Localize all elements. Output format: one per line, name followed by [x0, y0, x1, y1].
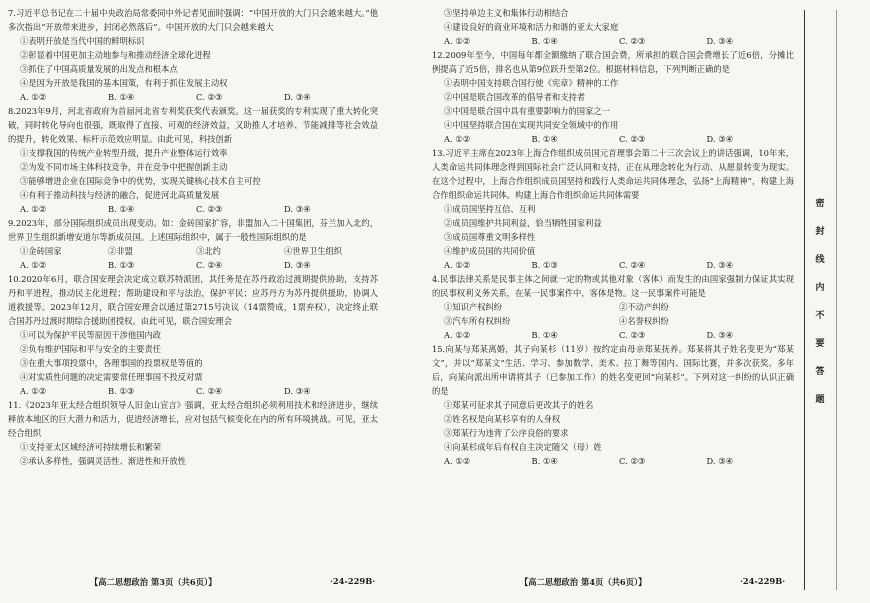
right-page-footer: [520, 576, 646, 588]
choice-a: A. ①②: [20, 386, 47, 396]
choice-b: B. ①③: [108, 386, 135, 396]
choice-c: C. ②③: [196, 92, 223, 102]
option: ④有利于推动科技与经济的融合，促进河北高质量发展: [20, 190, 220, 200]
option: ④维护成员国的共同价值: [444, 246, 536, 256]
choice-c: C. ②③: [619, 456, 646, 466]
choice-b: B. ①④: [531, 36, 558, 46]
choice-c: C. ②③: [196, 204, 223, 214]
choice-b: B. ①③: [531, 260, 558, 270]
choice-a: A. ①②: [444, 456, 471, 466]
question-stem: 4.民事法律关系是民事主体之间就一定的物或其他对象（客体）而发生的由国家强制力保证其实现的民事权利义务关系，在某一民事案件中，客体是物。这一民事案件可能是: [432, 274, 794, 298]
option: ④是因为开放是我国的基本国策，有利于抓住发展主动权: [20, 78, 228, 88]
option: ③坚持单边主义和集体行动相结合: [444, 8, 569, 18]
question-stem: 13.习近平主席在2023年上海合作组织成员国元首理事会第二十三次会议上的讲话强调，10年来，人类命运共同体理念得到国际社会广泛认同和支持，正在从理念转化为行动、从愿景转变为现实。在这个过程中，上海合作组织成员国坚持和践行人类命运共同体理念，弘扬“上海精神”，构建上海合作组织命运共同体。构建上海合作组织命运共同体需要: [432, 148, 794, 200]
option: ③抓住了中国高质量发展的出发点和根本点: [20, 64, 178, 74]
option-pair: [432, 300, 794, 314]
option: ②承认多样性，强调灵活性、渐进性和开放性: [20, 456, 186, 466]
option: ②为发不同市场主体科技竞争，并在竞争中把握创新主动: [20, 162, 228, 172]
choice-d: D. ③④: [284, 92, 311, 102]
question-stem: 9.2023年，部分国际组织成员出现变动。如：金砖国家扩容，非盟加入二十国集团，芬兰加入北约，世界卫生组织新增安道尔等新成员国。上述国际组织中，属于一般性国际组织的是: [8, 218, 378, 242]
question-12: [432, 48, 794, 146]
choice-b: B. ①④: [108, 204, 135, 214]
seal-char: 题: [815, 395, 825, 405]
answer-choices: [8, 384, 378, 398]
choice-d: D. ③④: [284, 260, 311, 270]
seal-char: 不: [815, 311, 825, 321]
question-stem: 11.《2023年亚太经合组织领导人旧金山宣言》强调，亚太经合组织必须利用技术和经济进步，继续释放本地区的巨大潜力和活力，促进经济增长，应对包括气候变化在内的所有环境挑战。可见，亚太经合组织: [8, 400, 378, 438]
seal-line-band: [800, 0, 870, 603]
page-label: 【高二思想政治 第4页（共6页）】: [520, 577, 647, 587]
answer-choices: [8, 258, 378, 272]
seal-line: [804, 10, 805, 590]
seal-char: 线: [815, 255, 825, 265]
option: ①表明开放是当代中国的鲜明标识: [20, 36, 145, 46]
choice-d: D. ③④: [284, 204, 311, 214]
choice-a: A. ①②: [20, 260, 47, 270]
question-stem: 8.2023年9月，河北省政府为首届河北省专利奖获奖代表颁奖。这一届获奖的专利实现了重大转化突破，同时转化导向也很强，既取得了直接、可观的经济效益，又助推人才培养、节能减排等社会效益的提升，转化效果、标杆示范效应明显。由此可见，科技创新: [8, 106, 378, 144]
question-8: [8, 104, 378, 216]
question-15: [432, 342, 794, 468]
choice-a: A. ①②: [444, 36, 471, 46]
question-stem: 15.向某与郑某离婚，其子向某杉（11岁）按约定由母亲郑某抚养。郑某将其子姓名变更为“郑某文”，并以“郑某文”生活、学习、参加数学、美术、拉丁舞等国内、国际比赛，并多次获奖。多年后，向某向派出所申请将其子（已参加工作）的姓名变更回“向某杉”。下列对这一纠纷的认识正确的是: [432, 344, 794, 396]
option: ①知识产权纠纷: [444, 302, 503, 312]
option: ③成员国尊重文明多样性: [444, 232, 536, 242]
option: ②非盟: [108, 246, 133, 256]
paper-code: ·24-229B·: [740, 576, 786, 586]
seal-char: 封: [815, 227, 825, 237]
option: ②姓名权是向某杉享有的人身权: [444, 414, 561, 424]
option: ①可以为保护平民等原因干涉他国内政: [20, 330, 162, 340]
option: ④中国坚持联合国在实现共同安全领域中的作用: [444, 120, 619, 130]
seal-char: 密: [815, 199, 825, 209]
choice-a: A. ①②: [444, 330, 471, 340]
choice-c: C. ②④: [619, 260, 646, 270]
option: ②成员国维护共同利益，恰当牺牲国家利益: [444, 218, 602, 228]
option: ④对实质性问题的决定需要常任理事国不投反对票: [20, 372, 203, 382]
seal-char: 内: [815, 283, 825, 293]
choice-a: A. ①②: [20, 204, 47, 214]
option: ③能够增进企业在国际竞争中的优势，实现关键核心技术自主可控: [20, 176, 261, 186]
option: ①支撑我国的传统产业转型升级，提升产业整体运行效率: [20, 148, 228, 158]
inline-options: [8, 244, 378, 258]
choice-a: A. ①②: [444, 134, 471, 144]
question-13: [432, 146, 794, 272]
answer-choices: [8, 90, 378, 104]
option: ②负有维护国际和平与安全的主要责任: [20, 344, 162, 354]
option: ③北约: [196, 246, 221, 256]
choice-a: A. ①②: [20, 92, 47, 102]
option: ②不动产纠纷: [619, 302, 669, 312]
option: ①支持亚太区域经济可持续增长和繁荣: [20, 442, 162, 452]
question-stem: 7.习近平总书记在二十届中央政治局常委同中外记者见面时强调：“中国开放的大门只会越来越大。”他多次指出“开放带来进步，封闭必然落后”。中国开放的大门只会越来越大: [8, 8, 378, 32]
option: ②中国是联合国改革的倡导者和支持者: [444, 92, 586, 102]
choice-d: D. ③④: [706, 330, 734, 340]
question-7: [8, 6, 378, 104]
option: ④向某杉成年后有权自主决定随父（母）姓: [444, 442, 602, 452]
left-page-footer: [90, 576, 216, 588]
option: ③在重大事项投票中，各理事国的投票权是等值的: [20, 358, 203, 368]
choice-c: C. ②③: [619, 134, 646, 144]
question-14: [432, 272, 794, 342]
choice-b: B. ①④: [531, 330, 558, 340]
choice-b: B. ①④: [531, 134, 558, 144]
option: ①郑某可征求其子同意后更改其子的姓名: [444, 400, 594, 410]
option: ③中国是联合国中具有重要影响力的国家之一: [444, 106, 610, 116]
option: ①成员国坚持互信、互利: [444, 204, 536, 214]
option-pair: [432, 314, 794, 328]
answer-choices: [8, 202, 378, 216]
choice-c: C. ②④: [196, 386, 223, 396]
option: ④世界卫生组织: [284, 246, 343, 256]
seal-char: 要: [815, 339, 825, 349]
option: ①金砖国家: [20, 246, 62, 256]
seal-rule: [836, 10, 837, 590]
question-11: [8, 398, 378, 468]
choice-d: D. ③④: [706, 134, 734, 144]
option: ④名誉权纠纷: [619, 316, 669, 326]
question-10: [8, 272, 378, 398]
answer-choices: [432, 328, 794, 342]
choice-c: C. ②④: [196, 260, 223, 270]
answer-choices: [432, 258, 794, 272]
seal-char: 答: [815, 367, 825, 377]
choice-c: C. ②③: [619, 36, 646, 46]
option: ①表明中国支持联合国行使《宪章》精神的工作: [444, 78, 619, 88]
right-column: [432, 6, 794, 468]
option: ③汽车所有权纠纷: [444, 316, 511, 326]
paper-code: ·24-229B·: [330, 576, 376, 586]
answer-choices: [432, 454, 794, 468]
page-label: 【高二思想政治 第3页（共6页）】: [90, 577, 217, 587]
answer-choices: [432, 132, 794, 146]
left-column: [8, 6, 378, 468]
choice-d: D. ③④: [706, 260, 734, 270]
option: ③郑某行为违背了公序良俗的要求: [444, 428, 569, 438]
question-stem: 12.2009年至今，中国每年都全额缴纳了联合国会费，所承担的联合国会费增长了近6倍，分摊比例提高了近5倍，排名也从第9位跃升至第2位。根据材料信息，下列判断正确的是: [432, 50, 794, 74]
choice-b: B. ①④: [531, 456, 558, 466]
question-stem: 10.2020年6月，联合国安理会决定成立联苏特派团，其任务是在苏丹政治过渡期提供协助，支持苏丹和平进程，推动民主化进程；帮助建设和平与法治，保护平民；应苏丹方为苏丹提供援助，协调人道救援等。2023年12月，联合国安理会以通过第2715号决议（14票赞成，1票弃权），决定终止联合国苏丹过渡时期综合援助团授权。由此可见，联合国安理会: [8, 274, 378, 326]
choice-d: D. ③④: [284, 386, 311, 396]
answer-choices: [432, 34, 794, 48]
choice-c: C. ②③: [619, 330, 646, 340]
choice-b: B. ①③: [108, 260, 135, 270]
question-11-continued: [432, 6, 794, 48]
question-9: [8, 216, 378, 272]
choice-d: D. ③④: [706, 36, 734, 46]
choice-d: D. ③④: [706, 456, 734, 466]
choice-a: A. ①②: [444, 260, 471, 270]
choice-b: B. ①④: [108, 92, 135, 102]
option: ②彰显着中国更加主动地参与和推动经济全球化进程: [20, 50, 211, 60]
option: ④建设良好的商业环境和活力和谐的亚太大家庭: [444, 22, 619, 32]
